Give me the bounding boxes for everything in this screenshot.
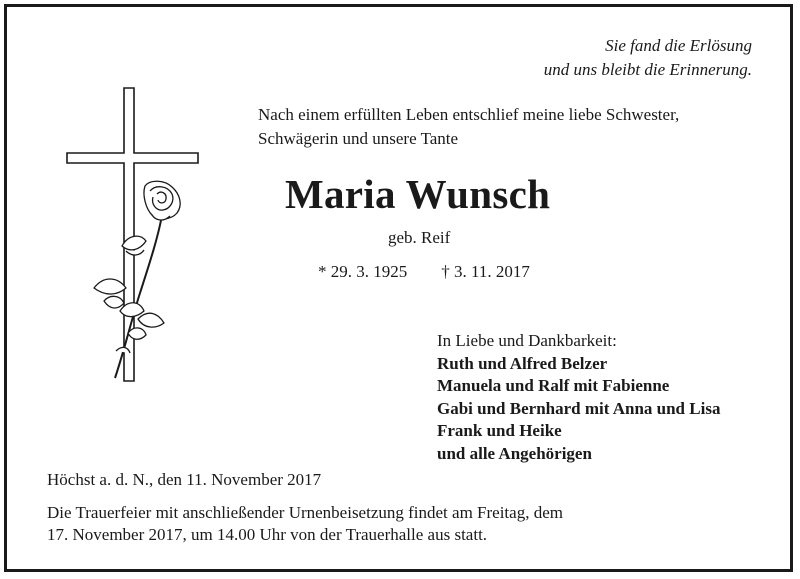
place-date: Höchst a. d. N., den 11. November 2017 bbox=[47, 470, 322, 489]
motto-line: und uns bleibt die Erinnerung. bbox=[543, 60, 752, 79]
maiden-name: geb. Reif bbox=[388, 228, 451, 247]
mourner-name: Gabi und Bernhard mit Anna und Lisa bbox=[437, 398, 721, 418]
rose-icon bbox=[94, 181, 180, 378]
notice-line: Die Trauerfeier mit anschließender Urnenbeisetzung findet am Freitag, dem bbox=[47, 503, 563, 522]
intro-line: Schwägerin und unsere Tante bbox=[258, 129, 459, 148]
motto-line: Sie fand die Erlösung bbox=[605, 36, 752, 55]
intro-text bbox=[258, 103, 679, 151]
mourners-intro: In Liebe und Dankbarkeit: bbox=[437, 331, 617, 350]
funeral-notice bbox=[47, 502, 563, 546]
motto bbox=[544, 34, 752, 82]
birth-date: * 29. 3. 1925 bbox=[318, 262, 408, 281]
deceased-name: Maria Wunsch bbox=[285, 171, 551, 217]
mourners-block bbox=[437, 330, 720, 465]
cross-icon bbox=[60, 83, 210, 388]
notice-line: 17. November 2017, um 14.00 Uhr von der Trauerhalle aus statt. bbox=[47, 525, 488, 544]
intro-line: Nach einem erfüllten Leben entschlief meine liebe Schwester, bbox=[258, 105, 680, 124]
death-date: † 3. 11. 2017 bbox=[441, 262, 530, 281]
mourner-name: und alle Angehörigen bbox=[437, 443, 592, 463]
mourner-name: Ruth und Alfred Belzer bbox=[437, 353, 608, 373]
mourner-name: Frank und Heike bbox=[437, 421, 562, 440]
life-dates bbox=[318, 262, 530, 282]
mourner-name: Manuela und Ralf mit Fabienne bbox=[437, 376, 670, 395]
